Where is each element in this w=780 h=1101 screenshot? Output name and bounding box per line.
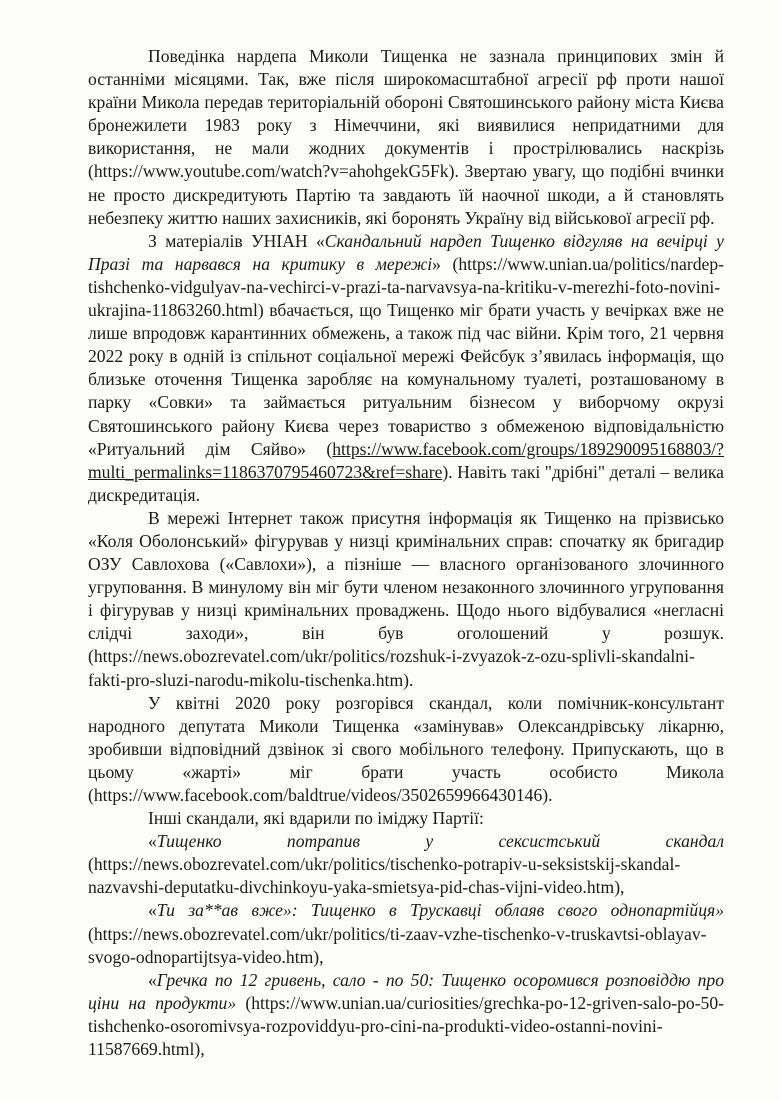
p2-lead: З матеріалів УНІАН « bbox=[148, 230, 325, 251]
paragraph-3: В мережі Інтернет також присутня інформація як Тищенко на прізвисько «Коля Оболонський» фігурував у низці кримінальних справ: спочатку як бригадир ОЗУ Савлохова («Савлохи»), а пізніше — власного організованого злочинного угруповання. В минулому він міг бути членом незаконного злочинного угруповання і фігурував у низці кримінальних проваджень. Щодо нього відбувалися «негласні слідчі заходи», він був оголошений у розшук. (https://news.obozrevatel.com/ukr/politics/rozshuk-i-zvyazok-z-ozu-splivli-skandalni-fakti-pro-sluzi-narodu-mikolu-tischenka.htm). bbox=[88, 507, 724, 690]
p7-article-title: Ти за**ав вже»: Тищенко в Трускавці облаяв свого однопартійця» bbox=[156, 900, 724, 921]
p6-rest: (https://news.obozrevatel.com/ukr/politics/tischenko-potrapiv-u-seksistskij-skandal-nazvavshi-deputatku-divchinkoyu-yaka-smietsya-pid-chas-vijni-video.htm), bbox=[88, 854, 681, 898]
p7-open-quote: « bbox=[148, 900, 157, 921]
paragraph-5: Інші скандали, які вдарили по іміджу Партії: bbox=[148, 808, 484, 829]
paragraph-2 bbox=[88, 230, 724, 507]
facebook-link[interactable]: https://www.facebook.com/groups/189290095168803/?multi_permalinks=1186370795460723&ref=share bbox=[88, 438, 724, 482]
p6-open-quote: « bbox=[148, 831, 157, 852]
p6-article-title: Тищенко потрапив у сексистський скандал bbox=[156, 831, 724, 852]
document-body bbox=[88, 45, 724, 1061]
paragraph-1: Поведінка нардепа Миколи Тищенка не зазнала принципових змін й останніми місяцями. Так, вже після широкомасштабної агресії рф проти нашої країни Микола передав територіальній обороні Святошинського району міста Києва бронежилети 1983 року з Німеччини, які виявилися непридатними для використання, не мали жодних документів і прострілювались наскрізь (https://www.youtube.com/watch?v=ahohgekG5Fk). Звертаю увагу, що подібні вчинки не просто дискредитують Партію та завдають їй наочної шкоди, а й становлять небезпеку життю наших захисників, які боронять Україну від військової агресії рф. bbox=[88, 46, 724, 228]
p8-article-title: Гречка по 12 гривень, сало - по 50: Тищенко осоромився розповіддю про ціни на продукти» bbox=[88, 969, 724, 1013]
p7-rest: (https://news.obozrevatel.com/ukr/politics/ti-zaav-vzhe-tischenko-v-truskavtsi-oblayav-svogo-odnopartijtsya-video.htm), bbox=[88, 923, 707, 967]
paragraph-4: У квітні 2020 року розгорівся скандал, коли помічник-консультант народного депутата Миколи Тищенка «замінував» Олександрівську лікарню, зробивши відповідний дзвінок зі свого мобільного телефону. Припускають, що в цьому «жарті» міг брати участь особисто Микола (https://www.facebook.com/baldtrue/videos/3502659966430146). bbox=[88, 692, 724, 805]
p8-open-quote: « bbox=[148, 969, 157, 990]
p8-rest: (https://www.unian.ua/curiosities/grechka-po-12-griven-salo-po-50-tishchenko-osoromivsya-rozpoviddyu-pro-cini-na-produkti-video-ostanni-novini-11587669.html), bbox=[88, 992, 724, 1060]
paragraph-8 bbox=[88, 969, 724, 1061]
paragraph-7 bbox=[88, 899, 724, 968]
p2-tail: ). Навіть такі "дрібні" деталі – велика дискредитація. bbox=[88, 461, 724, 505]
p2-article-title: Скандальний нардеп Тищенко відгуляв на вечірці у Празі та нарвався на критику в мережі bbox=[88, 230, 724, 274]
paragraph-6 bbox=[88, 830, 724, 899]
p2-body: » (https://www.unian.ua/politics/nardep-tishchenko-vidgulyav-na-vechirci-v-prazi-ta-narvavsya-na-kritiku-v-merezhi-foto-novini-ukrajina-11863260.html) вбачається, що Тищенко міг брати участь у вечірках вже не лише впродовж карантинних обмежень, а також під час війни. Крім того, 21 червня 2022 року в одній із спільнот соціальної мережі Фейсбук з’явилась інформація, що близьке оточення Тищенка заробляє на комунальному туалеті, розташованому в парку «Совки» та займається ритуальним бізнесом у виборчому окрузі Святошинського району Києва через товариство з обмеженою відповідальністю «Ритуальний дім Сяйво» ( bbox=[88, 253, 724, 459]
